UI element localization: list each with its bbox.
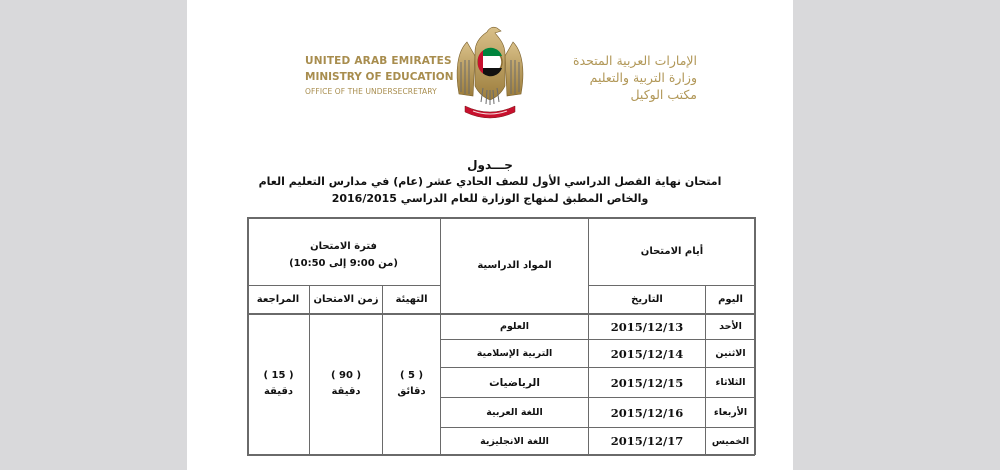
header-day: اليوم — [718, 294, 743, 305]
row-day: الاثنين — [715, 348, 746, 359]
header-exam-days: أيام الامتحان — [640, 245, 704, 257]
row-subject: التربية الإسلامية — [476, 348, 553, 359]
review-value: ( 15 ) — [263, 370, 294, 381]
row-date: 2015/12/17 — [610, 434, 684, 448]
review-duration — [248, 314, 309, 454]
row-date: 2015/12/15 — [610, 375, 684, 390]
row-subject: العلوم — [500, 321, 529, 332]
review-unit: دقيقة — [263, 386, 294, 397]
letterhead-arabic — [547, 52, 697, 103]
row-day: الثلاثاء — [715, 377, 746, 388]
document-titles — [187, 157, 793, 207]
uae-emblem-icon — [453, 22, 527, 120]
row-day: الأربعاء — [713, 407, 748, 418]
letterhead-ar-country: الإمارات العربية المتحدة — [573, 53, 697, 68]
header-exam-period-time: (من 9:00 إلى 10:50) — [289, 258, 398, 269]
letterhead-english — [305, 53, 454, 99]
exam-time-duration — [310, 314, 382, 454]
row-subject: الرياضيات — [489, 376, 540, 389]
letterhead-en-office: OFFICE OF THE UNDERSECRETARY — [305, 87, 437, 96]
exam-schedule-table — [247, 217, 755, 455]
table-border-bottom — [247, 454, 755, 456]
letterhead-ar-ministry: وزارة التربية والتعليم — [589, 70, 697, 85]
row-day: الأحد — [719, 321, 742, 332]
header-review: المراجعة — [256, 294, 300, 305]
header-exam-time: زمن الامتحان — [313, 294, 379, 305]
row-subject: اللغة الانجليزية — [480, 435, 549, 447]
header-date: التاريخ — [631, 294, 663, 305]
document-subtitle-2: والخاص المطبق لمنهاج الوزارة للعام الدراسي 2016/2015 — [331, 192, 649, 205]
row-subject: اللغة العربية — [486, 407, 543, 418]
document-subtitle-1: امتحان نهاية الفصل الدراسي الأول للصف الحادي عشر (عام) في مدارس التعليم العام — [258, 175, 722, 188]
header-preparation: التهيئة — [395, 294, 428, 305]
row-date: 2015/12/13 — [610, 319, 684, 334]
preparation-duration — [383, 314, 440, 454]
preparation-value: ( 5 ) — [399, 370, 424, 381]
row-date: 2015/12/14 — [610, 346, 684, 361]
letterhead-en-country: UNITED ARAB EMIRATES — [305, 55, 452, 67]
header-exam-period-label: فترة الامتحان — [310, 241, 377, 252]
row-day: الخميس — [711, 435, 750, 447]
letterhead-ar-office: مكتب الوكيل — [630, 87, 697, 102]
header-exam-period — [247, 225, 440, 285]
letterhead-en-ministry: MINISTRY OF EDUCATION — [305, 71, 454, 83]
document-page — [187, 0, 793, 470]
header-subjects: المواد الدراسية — [477, 259, 552, 271]
exam-time-unit: دقيقة — [331, 386, 361, 397]
exam-time-value: ( 90 ) — [330, 370, 362, 381]
document-title: جـــدول — [467, 158, 513, 172]
row-date: 2015/12/16 — [610, 405, 684, 420]
preparation-unit: دقائق — [397, 386, 426, 397]
